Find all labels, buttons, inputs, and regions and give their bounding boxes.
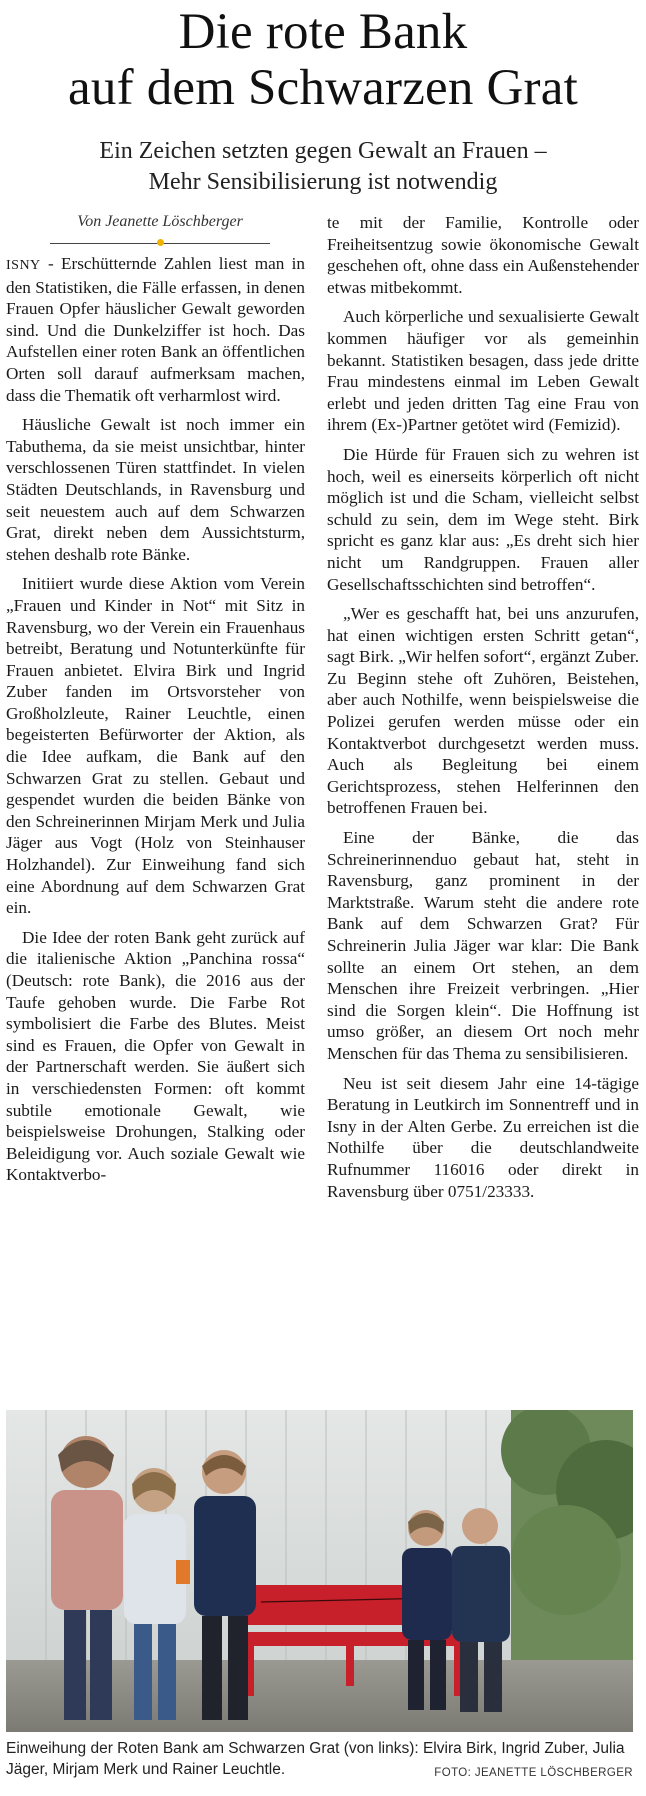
dateline: ISNY: [6, 258, 41, 273]
paragraph: Die Idee der roten Bank geht zurück auf die italienische Aktion „Panchina rossa“ (Deutsch: rote Bank), die 2016 aus der Taufe gehoben wurde. Die Farbe Rot symbolisiert die Farbe des Blutes. Meist sind es Frauen, die Opfer von Gewalt in der Partnerschaft werden. Sie äußert sich in verschiedensten Formen: oft kommt subtile emotionale Gewalt, wie beispielsweise Drohungen, Stalking oder Beleidigung vor. Auch soziale Gewalt wie Kontaktverbo-: [6, 927, 305, 1185]
article-photo: [6, 1410, 633, 1732]
paragraph: Eine der Bänke, die das Schreinerinnenduo gebaut hat, steht in Ravensburg, ganz prominent in der Marktstraße. Warum steht die andere rote Bank auf dem Schwarzen Grat? Für Schreinerin Julia Jäger war klar: Die Bank sollte an einem Ort stehen, an dem Menschen ihre Freizeit verbringen. „Hier sind die Sorgen klein“. Die Hoffnung ist umso größer, an diesem Ort noch mehr Menschen für das Thema zu sensibilisieren.: [327, 828, 639, 1063]
paragraph: „Wer es geschafft hat, bei uns anzurufen, hat einen wichtigen ersten Schritt getan“, sagt Birk. „Wir helfen sofort“, ergänzt Zuber. Zu Beginn stehe oft Zuhören, Beistehen, aber auch Nothilfe, wenn beispielsweise die Polizei gerufen werden müsse oder ein Kontaktverbot durchgesetzt werden muss. Auch als Begleitung bei einem Gerichtsprozess, stehen Helferinnen den betroffenen Frauen bei.: [327, 604, 639, 818]
subheadline-line-2: Mehr Sensibilisierung ist notwendig: [148, 169, 498, 195]
article-column-2: [327, 212, 639, 1210]
paragraph: Die Hürde für Frauen sich zu wehren ist hoch, weil es einerseits körperlich oft nicht möglich ist und die Scham, vielleicht selbst schuld zu sein, dem im Wege steht. Birk spricht es ganz klar aus: „Es dreht sich hier nicht um Randgruppen. Frauen aller Gesellschaftsschichten sind betroffen“.: [327, 444, 639, 594]
paragraph: Initiiert wurde diese Aktion vom Verein „Frauen und Kinder in Not“ mit Sitz in Ravensburg, wo der Verein ein Frauenhaus betreibt, Beratung und Notunterkünfte für Frauen anbietet. Elvira Birk und Ingrid Zuber fanden im Ortsvorsteher von Großholzleute, Rainer Leuchtle, einen begeisterten Befürworter der Aktion, als die Idee aufkam, die Bank auf den Schwarzen Grat zu stellen. Gebaut und gespendet wurden die beiden Bänke von den Schreinerinnen Mirjam Merk und Julia Jäger aus Vogt (Holz von Steinhauser Holzhandel). Zur Einweihung fand sich eine Abordnung auf dem Schwarzen Grat ein.: [6, 574, 305, 918]
paragraph: te mit der Familie, Kontrolle oder Freiheitsentzug sowie ökonomische Gewalt geschehen oft, ohne dass ein Außenstehender etwas mitbekommt.: [327, 213, 639, 297]
subheadline: [0, 136, 646, 198]
paragraph: Neu ist seit diesem Jahr eine 14-tägige Beratung in Leutkirch im Sonnentreff und in Isny in der Alten Gerbe. Zu erreichen ist die Nothilfe über die deutschlandweite Rufnummer 116016 oder direkt in Ravensburg über 0751/23333.: [327, 1073, 639, 1201]
subheadline-line-1: Ein Zeichen setzten gegen Gewalt an Frauen –: [99, 138, 547, 164]
caption-text: Einweihung der Roten Bank am Schwarzen Grat (von links): Elvira Birk, Ingrid Zuber, Julia Jäger, Mirjam Merk und Rainer Leuchtle.: [6, 1740, 625, 1778]
headline-line-2: auf dem Schwarzen Grat: [68, 60, 578, 116]
paragraph: Häusliche Gewalt ist noch immer ein Tabuthema, da sie meist unsichtbar, hinter verschlossenen Türen stattfindet. In vielen Städten Deutschlands, in Ravensburg und seit neuestem auch auf dem Schwarzen Grat, direkt neben dem Aussichtsturm, stehen deshalb rote Bänke.: [6, 415, 305, 564]
byline-accent-dot: [157, 239, 164, 246]
article-column-1: [6, 253, 305, 1194]
byline: Von Jeanette Löschberger: [77, 213, 243, 230]
paragraph: Auch körperliche und sexualisierte Gewalt kommen häufiger vor als gemeinhin bekannt. Statistiken besagen, dass jede dritte Frau mindestens einmal im Leben Gewalt erlebt und jeden dritten Tag eine Frau von ihrem (Ex-)Partner getötet wird (Femizid).: [327, 307, 639, 435]
photo-credit: FOTO: JEANETTE LÖSCHBERGER: [434, 1767, 633, 1779]
paragraph: ISNY - Erschütternde Zahlen liest man in den Statistiken, die Fälle erfassen, in denen Frauen Opfer häuslicher Gewalt geworden sind. Und die Dunkelziffer ist hoch. Das Aufstellen einer roten Bank an öffentlichen Orten soll darauf aufmerksam machen, dass die Thematik oft verharmlost wird.: [6, 254, 305, 405]
photo-caption: [6, 1738, 633, 1784]
photo-red-bench-group: [6, 1410, 633, 1732]
headline-line-1: Die rote Bank: [178, 4, 468, 60]
headline: [0, 4, 646, 116]
